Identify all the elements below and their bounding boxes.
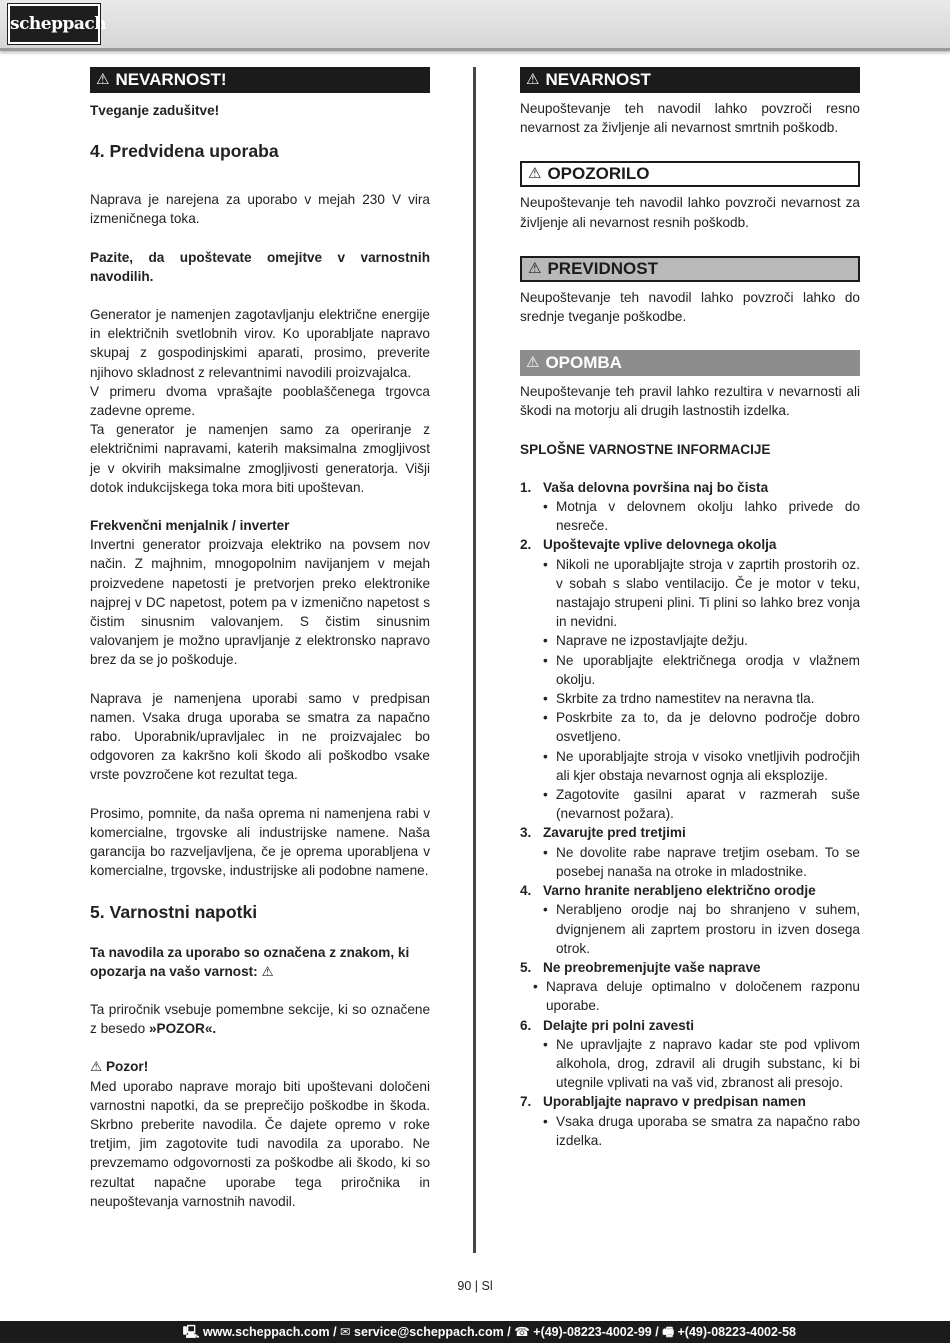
previdnost-text: Neupoštevanje teh navodil lahko povzroči lahko do srednje tveganje poškodbe. [520,289,860,325]
column-divider [473,67,476,1253]
paragraph: V primeru dvoma vprašajte pooblaščenega trgovca zadevne opreme. [90,383,430,419]
scheppach-logo: scheppach [8,4,100,44]
bullet: • Motnja v delovnem okolju lahko privede do nesreče. [543,497,860,535]
item-title: Vaša delovna površina naj bo čista [543,479,769,495]
inverter-title: Frekvenčni menjalnik / inverter [90,518,290,534]
left-column [90,67,430,1211]
list-item [520,478,860,536]
footer-bar [0,1321,950,1343]
item-number: 1. [520,479,532,495]
pozor-text: Med uporabo naprave morajo biti upoštevani določeni varnostni napotki, da se preprečijo poškodbe in škoda. Skrbno preberite navodila. Če dajete opremo v roke tretjim, jim zagotovite tudi navodila za uporabo. Ne prevzemamo odgovornosti za poškodbe ali škodo, ki so rezultat napačne uporabe tega priročnika in neupoštevanja varnostnih navodil. [90,1078,430,1209]
bullet: • Ne uporabljajte električnega orodja v vlažnem okolju. [543,651,860,689]
opozorilo-text: Neupoštevanje teh navodil lahko povzroči nevarnost za življenje ali nevarnost resnih poškodb. [520,195,860,230]
fax-icon: 🖷 [662,1325,675,1339]
bullet: • Skrbite za trdno namestitev na neravna tla. [543,689,860,708]
fax-number: +(49)-08223-4002-58 [677,1325,796,1339]
paragraph: Ta generator je namenjen samo za operiranje z električnimi napravami, katerih maksimalna zmogljivost je v okvirih maksimalne zmogljivosti generatorja. Višji dotok indukcijskega toka mora biti upoštevan. [90,422,430,495]
bullet: • Ne upravljajte z napravo kadar ste pod vplivom alkohola, drog, zdravil ali drugih substanc, ki bi utegnile vplivati na vaš vid, zbranost ali presojo. [543,1035,860,1093]
pozor-title: ⚠ Pozor! [90,1059,149,1075]
phone-icon: ☎ [514,1325,530,1339]
opozorilo-title: OPOZORILO [547,164,650,184]
general-safety-title: SPLOŠNE VARNOSTNE INFORMACIJE [520,441,771,457]
item-title: Zavarujte pred tretjimi [543,825,686,841]
paragraph: Generator je namenjen zagotavljanju električne energije in električnih svetlobnih virov. Ko uporabljate napravo skupaj z gospodinjskimi aparati, prosimo, preverite njihovo skladnost z relevantnimi navodili proizvajalca. [90,307,430,380]
danger-box [90,67,430,93]
list-item [520,823,860,881]
item-title: Varno hranite nerabljeno električno orodje [543,883,816,899]
page-number: 90 | Sl [457,1279,493,1293]
previdnost-box [520,256,860,282]
bullet: • Naprave ne izpostavljajte dežju. [543,631,860,650]
paragraph: Naprava je narejena za uporabo v mejah 230 V vira izmeničnega toka. [90,192,430,227]
opomba-box [520,350,860,376]
item-title: Delajte pri polni zavesti [543,1017,695,1033]
item-number: 4. [520,883,532,899]
warning-triangle-icon: ⚠ [526,71,540,88]
bullet: • Nerabljeno orodje naj bo shranjeno v suhem, dvignjenem ali zaprtem prostoru in izven dosega otrok. [543,900,860,958]
separator: / [655,1325,663,1339]
list-item [520,958,860,1016]
item-number: 3. [520,825,532,841]
separator: / [507,1325,515,1339]
bullet: • Zagotovite gasilni aparat v razmerah suše (nevarnost požara). [543,785,860,823]
section-4-title: 4. Predvidena uporaba [90,141,279,162]
item-title: Uporabljajte napravo v predpisan namen [543,1094,806,1110]
item-number: 5. [520,959,532,975]
danger-title: NEVARNOST! [115,70,227,89]
danger-subtitle: Tveganje zadušitve! [90,103,220,118]
website-link[interactable]: www.scheppach.com [202,1325,330,1339]
list-item [520,1092,860,1150]
bullet: • Ne uporabljajte stroja v visoko vnetljivih področjih ali kjer obstaja nevarnost ognja ali eksplozije. [543,747,860,785]
paragraph: Prosimo, pomnite, da naša oprema ni namenjena rabi v komercialne, trgovske ali industrijske namene. Naša garancija bo razveljavljena, če je oprema uporabljena v komercialne, trgovske, industrijske ali podobne namene. [90,805,430,879]
section-5-title: 5. Varnostni napotki [90,901,258,922]
previdnost-title: PREVIDNOST [547,258,658,278]
paragraph [90,1000,430,1038]
bullet: • Ne dovolite rabe naprave tretjim osebam. To se posebej nanaša na otroke in mladostnike. [543,843,860,881]
bullet: • Poskrbite za to, da je delovno področje dobro osvetljeno. [543,708,860,746]
header-bar [0,0,950,51]
bullet: • Vsaka druga uporaba se smatra za napačno rabo izdelka. [543,1112,860,1150]
nevarnost-box [520,67,860,93]
bullet: • Nikoli ne uporabljajte stroja v zaprtih prostorih oz. v sobah s slabo ventilacijo. Če je motor v teku, nastajajo strupeni plini. Ti plini so lahko brez vonja in nevidni. [543,555,860,632]
opozorilo-box [520,161,860,187]
list-item [520,881,860,958]
warning-triangle-icon: ⚠ [528,165,542,183]
paragraph: Naprava je namenjena uporabi samo v predpisan namen. Vsaka druga uporaba se smatra za napačno rabo. Uporabnik/upravljalec in ne proizvajalec bo odgovoren za kakršno koli škodo ali poškodbo vsake vrste povzročene kot rezultat tega. [90,690,430,783]
item-title: Ne preobremenjujte vaše naprave [543,959,761,975]
separator: / [333,1325,341,1339]
item-number: 7. [520,1094,532,1110]
email-icon: ✉ [340,1325,351,1339]
paragraph-text: Ta priročnik vsebuje pomembne sekcije, ki so označene z besedo [90,1001,430,1037]
warning-triangle-icon: ⚠ [526,354,540,372]
paragraph-bold: Pazite, da upoštevate omejitve v varnostnih navodilih. [90,249,430,284]
inverter-text: Invertni generator proizvaja elektriko na povsem nov način. Z majhnim, mnogopolnim navijanjem v mejah proizvedene napetosti je pretvorjen preko elektronike najprej v DC napetost, potem pa v izmenično napetost s čistim sinusnim valovanjem. S čistim sinusnim valovanjem je možno upravljanje z elektronsko napravo brez da se jo poškoduje. [90,537,430,668]
warning-triangle-icon: ⚠ [528,259,542,277]
list-item [520,1016,860,1093]
safety-list [520,478,860,1150]
opomba-title: OPOMBA [545,353,622,373]
bullet: • Naprava deluje optimalno v določenem razponu uporabe. [533,977,860,1015]
email-link[interactable]: service@scheppach.com [354,1325,504,1339]
warning-triangle-icon: ⚠ [96,71,110,88]
pozor-keyword: »POZOR«. [148,1021,217,1037]
nevarnost-text: Neupoštevanje teh navodil lahko povzroči resno nevarnost za življenje ali nevarnost smrtnih poškodb. [520,101,860,136]
phone-number: +(49)-08223-4002-99 [533,1325,652,1339]
item-number: 6. [520,1017,532,1033]
paragraph-bold: Ta navodila za uporabo so označena z znakom, ki opozarja na vašo varnost: ⚠ [90,944,410,979]
nevarnost-title: NEVARNOST [545,70,651,89]
right-column [520,67,860,1150]
item-number: 2. [520,537,532,553]
item-title: Upoštevajte vplive delovnega okolja [543,537,777,553]
computer-icon: 🖳 [182,1325,200,1339]
list-item [520,535,860,823]
opomba-text: Neupoštevanje teh pravil lahko rezultira v nevarnosti ali škodi na motorju ali drugih lastnostih izdelka. [520,384,860,419]
